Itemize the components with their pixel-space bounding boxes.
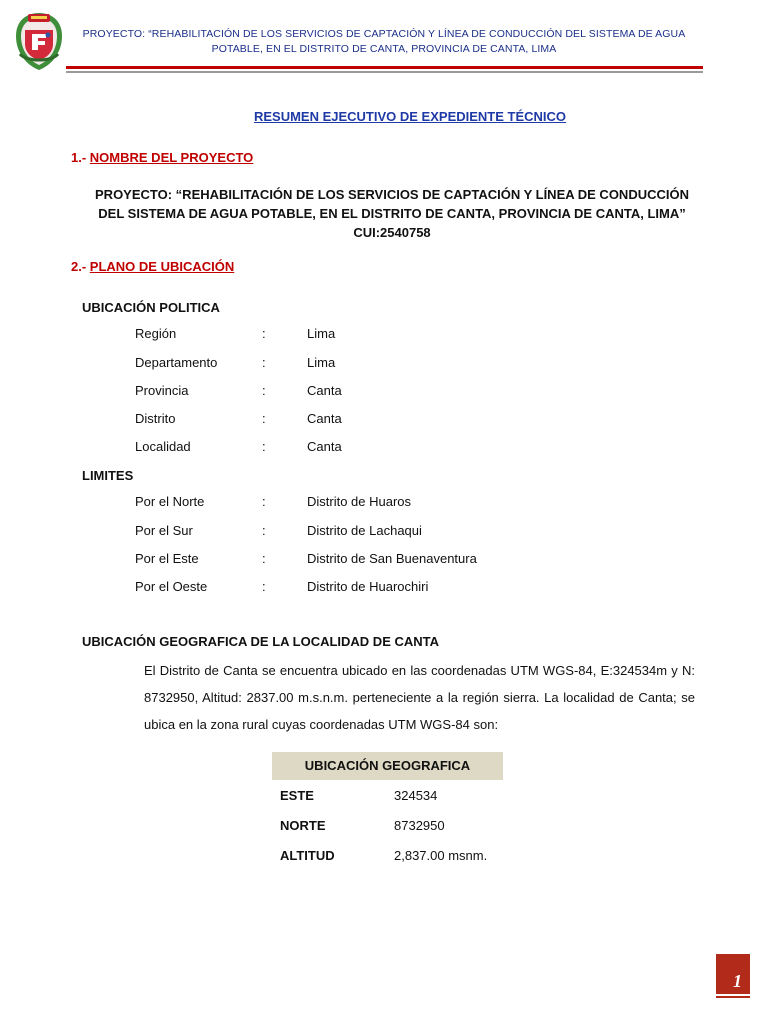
limites-row	[0, 494, 768, 512]
geo-table-header: UBICACIÓN GEOGRAFICA	[272, 752, 503, 780]
limites-key: Por el Este	[135, 551, 199, 566]
ubicacion-key: Localidad	[135, 439, 191, 454]
ubicacion-row	[0, 326, 768, 344]
project-name	[80, 185, 704, 242]
project-name-line-2: DEL SISTEMA DE AGUA POTABLE, EN EL DISTRITO DE CANTA, PROVINCIA DE CANTA, LIMA”	[98, 206, 686, 221]
limites-key: Por el Oeste	[135, 579, 208, 594]
ubicacion-politica-heading: UBICACIÓN POLITICA	[82, 300, 220, 315]
ubicacion-separator: :	[262, 439, 266, 454]
page-number-badge	[716, 954, 750, 994]
geo-value: 324534	[394, 788, 438, 803]
limites-key: Por el Sur	[135, 523, 193, 538]
ubicacion-value: Lima	[307, 326, 336, 341]
header-rule-gray	[66, 71, 703, 73]
ubicacion-value: Canta	[307, 439, 342, 454]
page-number-rule	[716, 996, 750, 998]
municipal-crest-icon	[12, 10, 66, 72]
ubicacion-value: Canta	[307, 383, 342, 398]
limites-value: Distrito de Huaros	[307, 494, 412, 509]
geo-table	[272, 752, 503, 870]
ubicacion-row	[0, 439, 768, 457]
ubicacion-key: Provincia	[135, 383, 189, 398]
ubicacion-separator: :	[262, 411, 266, 426]
limites-value: Distrito de Lachaqui	[307, 523, 422, 538]
section-2-title	[71, 259, 234, 274]
ubicacion-row	[0, 411, 768, 429]
header-rule-red	[66, 66, 703, 69]
ubicacion-row	[0, 383, 768, 401]
header-title: PROYECTO: “REHABILITACIÓN DE LOS SERVICIOS DE CAPTACIÓN Y LÍNEA DE CONDUCCIÓN DEL SISTEMA DE AGUA POTABLE, EN EL DISTRITO DE CANTA, PROVINCIA DE CANTA, LIMA	[82, 28, 686, 55]
section-2-label: PLANO DE UBICACIÓN	[89, 259, 235, 274]
table-row	[272, 780, 503, 810]
geo-value: 8732950	[394, 818, 445, 833]
ubicacion-separator: :	[262, 355, 266, 370]
ubicacion-key: Región	[135, 326, 177, 341]
ubicacion-key: Departamento	[135, 355, 218, 370]
limites-value: Distrito de Huarochiri	[307, 579, 429, 594]
limites-heading: LIMITES	[82, 468, 134, 483]
geografica-heading: UBICACIÓN GEOGRAFICA DE LA LOCALIDAD DE CANTA	[82, 634, 440, 649]
geografica-paragraph: El Distrito de Canta se encuentra ubicado en las coordenadas UTM WGS-84, E:324534m y N: 8732950, Altitud: 2837.00 m.s.n.m. perteneciente a la región sierra. La localidad de Canta; se ubica en la zona rural cuyas coordenadas UTM WGS-84 son:	[144, 663, 695, 732]
ubicacion-separator: :	[262, 326, 266, 341]
limites-key: Por el Norte	[135, 494, 205, 509]
limites-separator: :	[262, 579, 266, 594]
limites-separator: :	[262, 494, 266, 509]
geo-key: ESTE	[280, 788, 314, 803]
geo-key: ALTITUD	[280, 848, 335, 863]
section-1-number: 1.-	[71, 150, 90, 165]
table-row	[272, 840, 503, 870]
project-name-line-1: PROYECTO: “REHABILITACIÓN DE LOS SERVICIOS DE CAPTACIÓN Y LÍNEA DE CONDUCCIÓN	[95, 187, 689, 202]
table-row	[272, 810, 503, 840]
limites-row	[0, 579, 768, 597]
limites-separator: :	[262, 523, 266, 538]
project-cui: CUI:2540758	[353, 225, 431, 240]
ubicacion-row	[0, 355, 768, 373]
ubicacion-value: Canta	[307, 411, 342, 426]
section-2-number: 2.-	[71, 259, 90, 274]
limites-row	[0, 551, 768, 569]
limites-value: Distrito de San Buenaventura	[307, 551, 477, 566]
section-1-label: NOMBRE DEL PROYECTO	[89, 150, 254, 165]
section-1-title	[71, 150, 253, 165]
limites-separator: :	[262, 551, 266, 566]
geo-value: 2,837.00 msnm.	[394, 848, 488, 863]
page-number: 1	[733, 971, 742, 991]
ubicacion-value: Lima	[307, 355, 336, 370]
limites-row	[0, 523, 768, 541]
geo-key: NORTE	[280, 818, 326, 833]
ubicacion-key: Distrito	[135, 411, 176, 426]
document-title: RESUMEN EJECUTIVO DE EXPEDIENTE TÉCNICO	[253, 109, 567, 124]
ubicacion-separator: :	[262, 383, 266, 398]
